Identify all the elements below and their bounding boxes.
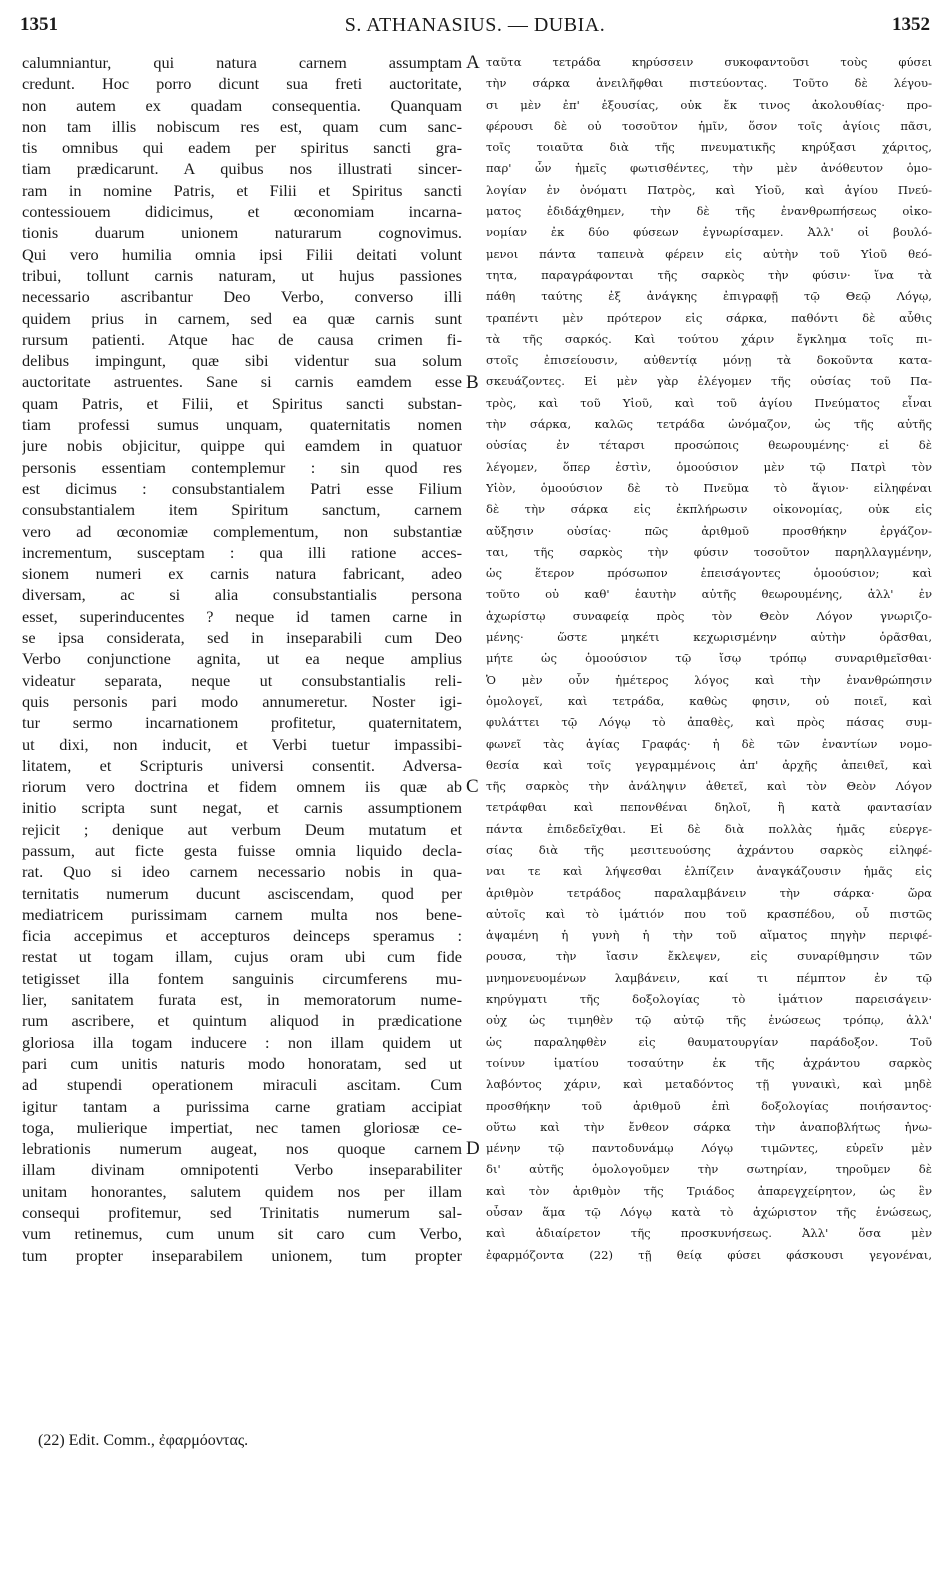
latin-text-line: tiam prædicarunt. A quibus nos illustrati sincer- xyxy=(22,159,462,179)
greek-text-line: ταῦτα τετράδα κηρύσσειν συκοφαντοῦσι τοὺς φύσει xyxy=(486,55,932,69)
latin-text-line: personis essentiam contemplemur : sin quod res xyxy=(22,457,462,477)
greek-text-line: προσθήκην τοῦ ἀριθμοῦ ἐπὶ δοξολογίας ποιήσαντος· xyxy=(486,1098,932,1113)
greek-text-line: νομίαν ἐκ δύο φύσεων ἐγνωρίσαμεν. Ἀλλ' οἱ βουλό- xyxy=(486,225,932,240)
latin-text-line: quam Patris, et Filii, et Spiritus sancti substan- xyxy=(22,393,462,413)
latin-text-line: initio scripta sunt negat, et carnis assumptionem xyxy=(22,798,462,818)
latin-text-line: tetigisset illa fontem sanguinis circumferens mu- xyxy=(22,968,462,988)
greek-text-line: φέρουσι δὲ οὐ τοσοῦτον ἡμῖν, ὅσον τοῖς ἁγίοις πᾶσι, xyxy=(486,118,932,133)
footnote: (22) Edit. Comm., ἐφαρμόοντας. xyxy=(38,1432,249,1449)
latin-text-line: rejicit ; denique aut verbum Deum mutatum et xyxy=(22,819,462,839)
greek-text-line: οὕτω καὶ τὴν ἔνθεον σάρκα τὴν ἀναποβλήτως ἡνω- xyxy=(486,1119,932,1134)
greek-text-line: τὴν σάρκα ἀνειλῆφθαι πιστεύοντας. Τοῦτο δὲ λέγου- xyxy=(486,76,932,91)
section-marker-c: C xyxy=(466,776,479,797)
greek-text-line: μνημονευομένων λαμβάνειν, καί τι πέμπτον ἐν τῷ xyxy=(486,970,932,985)
latin-text-line: gloriosa illa togam inducere : non illam quidem ut xyxy=(22,1032,462,1052)
latin-text-line: consequi profitemur, sed Trinitatis numerum sal- xyxy=(22,1203,462,1223)
latin-text-line: est dicimus : consubstantialem Patri esse Filium xyxy=(22,478,462,498)
latin-text-line: incrementum, susceptam : qua illi ratione acces- xyxy=(22,542,462,562)
latin-text-line: diversam, ac si alia consubstantialis persona xyxy=(22,585,462,605)
latin-text-line: necessario ascribantur Deo Verbo, converso illi xyxy=(22,287,462,307)
greek-text-line: τὴν σάρκα, καλῶς τετράδα ὠνόμαζον, ὡς τῆς αὐτῆς xyxy=(486,417,932,432)
latin-text-line: tiam professi sumus unquam, quaternitatis nomen xyxy=(22,415,462,435)
latin-text-line: sionem numeri ex carnis natura fabricant, adeo xyxy=(22,564,462,584)
greek-text-line: ἁψαμένη ἡ γυνὴ ἡ τὴν τοῦ αἵματος πηγὴν περιφέ- xyxy=(486,928,932,943)
greek-text-line: τὰ τῆς σαρκός. Καὶ τούτου χάριν ἔγκλημα τοῖς πι- xyxy=(486,331,932,346)
latin-text-line: tionis duarum unionem naturarum cognovimus. xyxy=(22,223,462,243)
latin-text-line: vero ad œconomiæ complementum, non substantiæ xyxy=(22,521,462,541)
greek-text-line: πάντα ἐπιδεδεῖχθαι. Εἰ δὲ διὰ πολλὰς ἡμᾶς εὐεργε- xyxy=(486,821,932,836)
latin-text-line: jure nobis objicitur, quippe qui eamdem in quatuor xyxy=(22,436,462,456)
latin-text-line: calumniantur, qui natura carnem assumptam xyxy=(22,53,462,72)
latin-column xyxy=(22,52,462,1266)
greek-text-line: ὁμολογεῖ, καὶ τετράδα, καθὼς φησιν, οὐ ποιεῖ, καὶ xyxy=(486,693,932,708)
latin-text-line: esset, superinducentes ? neque id tamen carne in xyxy=(22,606,462,626)
greek-text-line: οὐχ ὡς τιμηθὲν τῷ αὐτῷ τῆς ἑνώσεως τρόπῳ, ἀλλ' xyxy=(486,1013,932,1028)
greek-text-line: φυλάττει τῷ Λόγῳ τὸ ἀπαθὲς, καὶ πρὸς πάσας συμ- xyxy=(486,715,932,730)
latin-text-line: rursum patienti. Atque hac de causa crimen fi- xyxy=(22,329,462,349)
left-page-number: 1351 xyxy=(20,14,58,35)
latin-text-line: tribui, tollunt carnis naturam, ut hujus passiones xyxy=(22,265,462,285)
greek-text-line: αὐτοῖς καὶ τὸ ἱμάτιόν που τοῦ κρασπέδου, οὗ πιστῶς xyxy=(486,906,932,921)
latin-text-line: illam divinam omnipotenti Verbo inseparabiliter xyxy=(22,1160,462,1180)
greek-text-line: λαβόντος χάριν, καὶ μεταδόντος τῇ γυναικὶ, καὶ μηδὲ xyxy=(486,1077,932,1092)
greek-text-line: μενοι πάντα ταπεινὰ φέρειν εἰς αὐτὴν τοῦ Υἱοῦ θεό- xyxy=(486,246,932,261)
greek-text-line: σίας διὰ τῆς μεσιτευούσης ἀχράντου σαρκὸς εἰληφέ- xyxy=(486,842,932,857)
latin-text-line: quidem prius in carnem, sed ea quæ carnis sunt xyxy=(22,308,462,328)
latin-text-line: non autem ex quadam consequentia. Quanquam xyxy=(22,95,462,115)
running-title: S. ATHANASIUS. — DUBIA. xyxy=(344,14,606,36)
latin-text-line: delibus impingunt, quæ sibi videntur sua solum xyxy=(22,351,462,371)
latin-text-line: lier, sanitatem furata est, in memoratorum nume- xyxy=(22,990,462,1010)
latin-text-line: mediatricem purissimam carnem multa nos bene- xyxy=(22,904,462,924)
greek-text-line: Ὁ μὲν οὖν ἡμέτερος λόγος καὶ τὴν ἐνανθρώπησιν xyxy=(486,672,932,687)
latin-text-line: pari cum unitis naturis modo honoratam, sed ut xyxy=(22,1053,462,1073)
latin-text-line: tis omnibus qui eadem per spiritus sancti gra- xyxy=(22,138,462,158)
latin-text-line: non tam illis nobiscum res est, quam cum sanc- xyxy=(22,116,462,136)
greek-text-line: πάθη ταύτης ἐξ ἀνάγκης ἐπιγραφῇ τῷ Θεῷ Λόγῳ, xyxy=(486,289,932,304)
latin-text-line: ternitatis numerum ducunt asciscendam, quod per xyxy=(22,883,462,903)
greek-text-line: τοῦτο οὐ καθ' ἑαυτὴν αὐτῆς θεωρουμένης, ἀλλ' ἐν xyxy=(486,587,932,602)
latin-text-line: auctoritate astruentes. Sane si carnis eamdem esse xyxy=(22,372,462,392)
greek-text-line: λογίαν ἐν ὀνόματι Πατρὸς, καὶ Υἱοῦ, καὶ ἁγίου Πνεύ- xyxy=(486,182,932,197)
latin-text-line: toga, mulierique impertiat, nec tamen gloriosæ ce- xyxy=(22,1117,462,1137)
latin-text-line: lebrationis numerum augeat, nos quoque carnem xyxy=(22,1139,462,1159)
greek-text-line: δι' αὐτῆς ὁμολογοῦμεν τὴν σωτηρίαν, τηροῦμεν δὲ xyxy=(486,1162,932,1177)
page-header xyxy=(20,14,930,44)
latin-text-line: credunt. Hoc porro dicunt sua freti auctoritate, xyxy=(22,74,462,94)
latin-text-line: ram in nomine Patris, et Filii et Spiritus sancti xyxy=(22,180,462,200)
greek-text-line: καὶ τὸν ἀριθμὸν τῆς Τριάδος ἀπαρεγχείρητον, ὡς ἓν xyxy=(486,1183,932,1198)
latin-text-line: Qui vero humilia omnia ipsi Filii deitati volunt xyxy=(22,244,462,264)
greek-text-line: τοῖς τοιαῦτα διὰ τῆς πνευματικῆς κηρύξασι χάριτος, xyxy=(486,140,932,155)
right-page-number: 1352 xyxy=(892,14,930,35)
greek-text-line: σκευάζοντες. Εἰ μὲν γὰρ ἐλέγομεν τῆς οὐσίας τοῦ Πα- xyxy=(486,374,932,389)
greek-text-line: κηρύγματι τῆς δοξολογίας τὸ ἱμάτιον παρεισάγειν· xyxy=(486,992,932,1007)
greek-text-line: ἐφαρμόζοντα (22) τῇ θείᾳ φύσει φάσκουσι γεγονέναι, xyxy=(486,1247,932,1262)
latin-text-line: ut dixi, non inducit, et Verbi tuetur impassibi- xyxy=(22,734,462,754)
latin-text-line: litatem, et Scripturis universi consentit. Adversa- xyxy=(22,755,462,775)
latin-text-line: rat. Quo si ideo carnem necessario nobis in qua- xyxy=(22,862,462,882)
greek-text-line: τητα, παραγράφονται τῆς σαρκὸς τὴν φύσιν· ἵνα τὰ xyxy=(486,267,932,282)
greek-text-line: ται, τῆς σαρκὸς τὴν φύσιν τοσοῦτον παρηλλαγμένην, xyxy=(486,544,932,559)
greek-text-line: ἀριθμὸν τετράδος παραλαμβάνειν τὴν σάρκα· ὥρα xyxy=(486,885,932,900)
greek-text-line: οὖσαν ἅμα τῷ Λόγῳ κατὰ τὸ ἀχώριστον τῆς ἑνώσεως, xyxy=(486,1205,932,1220)
latin-text-line: restat ut togam illam, cujus oram ubi cum fide xyxy=(22,947,462,967)
latin-text-line: tum propter inseparabilem unionem, tum propter xyxy=(22,1245,462,1265)
latin-text-line: ficia accepimus et accepturos deinceps speramus : xyxy=(22,926,462,946)
greek-text-line: ἀχωρίστῳ συναφείᾳ πρὸς τὸν Θεὸν Λόγον γνωριζο- xyxy=(486,608,932,623)
greek-text-line: μήτε ὡς ὁμοούσιον τῷ ἴσῳ τρόπῳ συναριθμεῖσθαι· xyxy=(486,651,932,666)
latin-text-line: tur sermo incarnationem profitetur, quaternitatem, xyxy=(22,713,462,733)
greek-text-line: Υἱὸν, ὁμοούσιον δὲ τὸ Πνεῦμα τὸ ἅγιον· εἰληφέναι xyxy=(486,480,932,495)
greek-text-line: παρ' ὧν ἡμεῖς φωτισθέντες, τὴν μὲν ἀνόθευτον ὁμο- xyxy=(486,161,932,176)
latin-text-line: ad stupendi operationem miraculi ascitam. Cum xyxy=(22,1075,462,1095)
greek-text-line: λέγομεν, ὅπερ ἐστὶν, ὁμοούσιον μὲν τῷ Πατρὶ τὸν xyxy=(486,459,932,474)
greek-text-line: φωνεῖ τὰς ἁγίας Γραφάς· ἡ δὲ τῶν ἐναντίων νομο- xyxy=(486,736,932,751)
greek-text-line: ὡς παραληφθὲν εἰς θαυματουργίαν παράδοξον. Τοῦ xyxy=(486,1034,932,1049)
greek-text-line: θεσία καὶ τοῖς γεγραμμένοις ἀπ' ἀρχῆς ἀπειθεῖ, καὶ xyxy=(486,757,932,772)
latin-text-line: Verbo conjunctione agnita, ut ea neque amplius xyxy=(22,649,462,669)
greek-text-line: καὶ ἀδιαίρετον τῆς προσκυνήσεως. Ἀλλ' ὅσα μὲν xyxy=(486,1226,932,1241)
greek-text-line: σι μὲν ἐπ' ἐξουσίας, οὐκ ἔκ τινος ἀκολουθίας· προ- xyxy=(486,97,932,112)
greek-text-line: οὐσίας ἐν τέταρσι προσώποις θεωρουμένης· εἰ δὲ xyxy=(486,438,932,453)
greek-text-line: ὡς ἕτερον πρόσωπον ἐπεισάγοντες ὁμοούσιον; καὶ xyxy=(486,566,932,581)
greek-text-line: τοίνυν ἱματίου τοσαύτην ἐκ τῆς ἀχράντου σαρκὸς xyxy=(486,1055,932,1070)
latin-text-line: passum, aut ficte gesta fuisse omnia liquido decla- xyxy=(22,840,462,860)
greek-text-line: μένην τῷ παντοδυνάμῳ Λόγῳ τιμῶντες, εὑρεῖν μὲν xyxy=(486,1141,932,1156)
greek-text-line: τῆς σαρκὸς τὴν ἀνάληψιν ἀθετεῖ, καὶ τὸν Θεὸν Λόγον xyxy=(486,779,932,794)
greek-text-line: μένης· ὥστε μηκέτι κεχωρισμένην αὐτὴν ὁρᾶσθαι, xyxy=(486,630,932,645)
latin-text-line: rum ascribere, et quintum aliquod in prædicatione xyxy=(22,1011,462,1031)
greek-text-line: ναι τε καὶ λήψεσθαι ἐλπίζειν ἀναγκάζουσιν ἡμᾶς εἰς xyxy=(486,864,932,879)
latin-text-line: igitur tantam a purissima carne gratiam accipiat xyxy=(22,1096,462,1116)
section-marker-b: B xyxy=(466,372,479,393)
greek-text-line: τραπέντι μὲν πρότερον εἰς σάρκα, παθόντι δὲ αὖθις xyxy=(486,310,932,325)
greek-text-line: ματος ἐδιδάχθημεν, τὴν δὲ τῆς ἐνανθρωπήσεως οἰκο- xyxy=(486,204,932,219)
latin-text-line: vum retinemus, cum unum sit caro cum Verbo, xyxy=(22,1224,462,1244)
section-marker-a: A xyxy=(466,52,480,73)
greek-text-line: τετράφθαι καὶ πεπονθέναι δηλοῖ, ἢ κατὰ φαντασίαν xyxy=(486,800,932,815)
section-marker-d: D xyxy=(466,1138,480,1159)
latin-text-line: quis personis pari modo annumeretur. Noster igi- xyxy=(22,691,462,711)
greek-text-line: ρουσα, τὴν ἴασιν ἔκλεψεν, εἰς συναρίθμησιν τῶν xyxy=(486,949,932,964)
greek-text-line: στοῖς ἐπισείουσιν, αὐθεντίᾳ μόνῃ τὰ δοκοῦντα κατα- xyxy=(486,353,932,368)
greek-text-line: δὲ τὴν σάρκα εἰς ἐκπλήρωσιν οἰκονομίας, οὐκ εἰς xyxy=(486,502,932,517)
greek-text-line: αὔξησιν οὐσίας· πῶς ἀριθμοῦ προσθήκην ἐργάζον- xyxy=(486,523,932,538)
latin-text-line: riorum vero doctrina et fidem omnem iis quæ ab xyxy=(22,777,462,797)
greek-text-line: τρὸς, καὶ τοῦ Υἱοῦ, καὶ τοῦ ἁγίου Πνεύματος εἶναι xyxy=(486,395,932,410)
latin-text-line: contessiouem didicimus, et œconomiam incarna- xyxy=(22,202,462,222)
latin-text-line: videatur separata, neque ut consubstantialis reli- xyxy=(22,670,462,690)
latin-text-line: se ipsa considerata, sed in inseparabili cum Deo xyxy=(22,628,462,648)
latin-text-line: unitam honorantes, salutem quidem nos per illam xyxy=(22,1181,462,1201)
greek-column xyxy=(486,52,932,1266)
latin-text-line: consubstantialem item Spiritum sanctum, carnem xyxy=(22,500,462,520)
